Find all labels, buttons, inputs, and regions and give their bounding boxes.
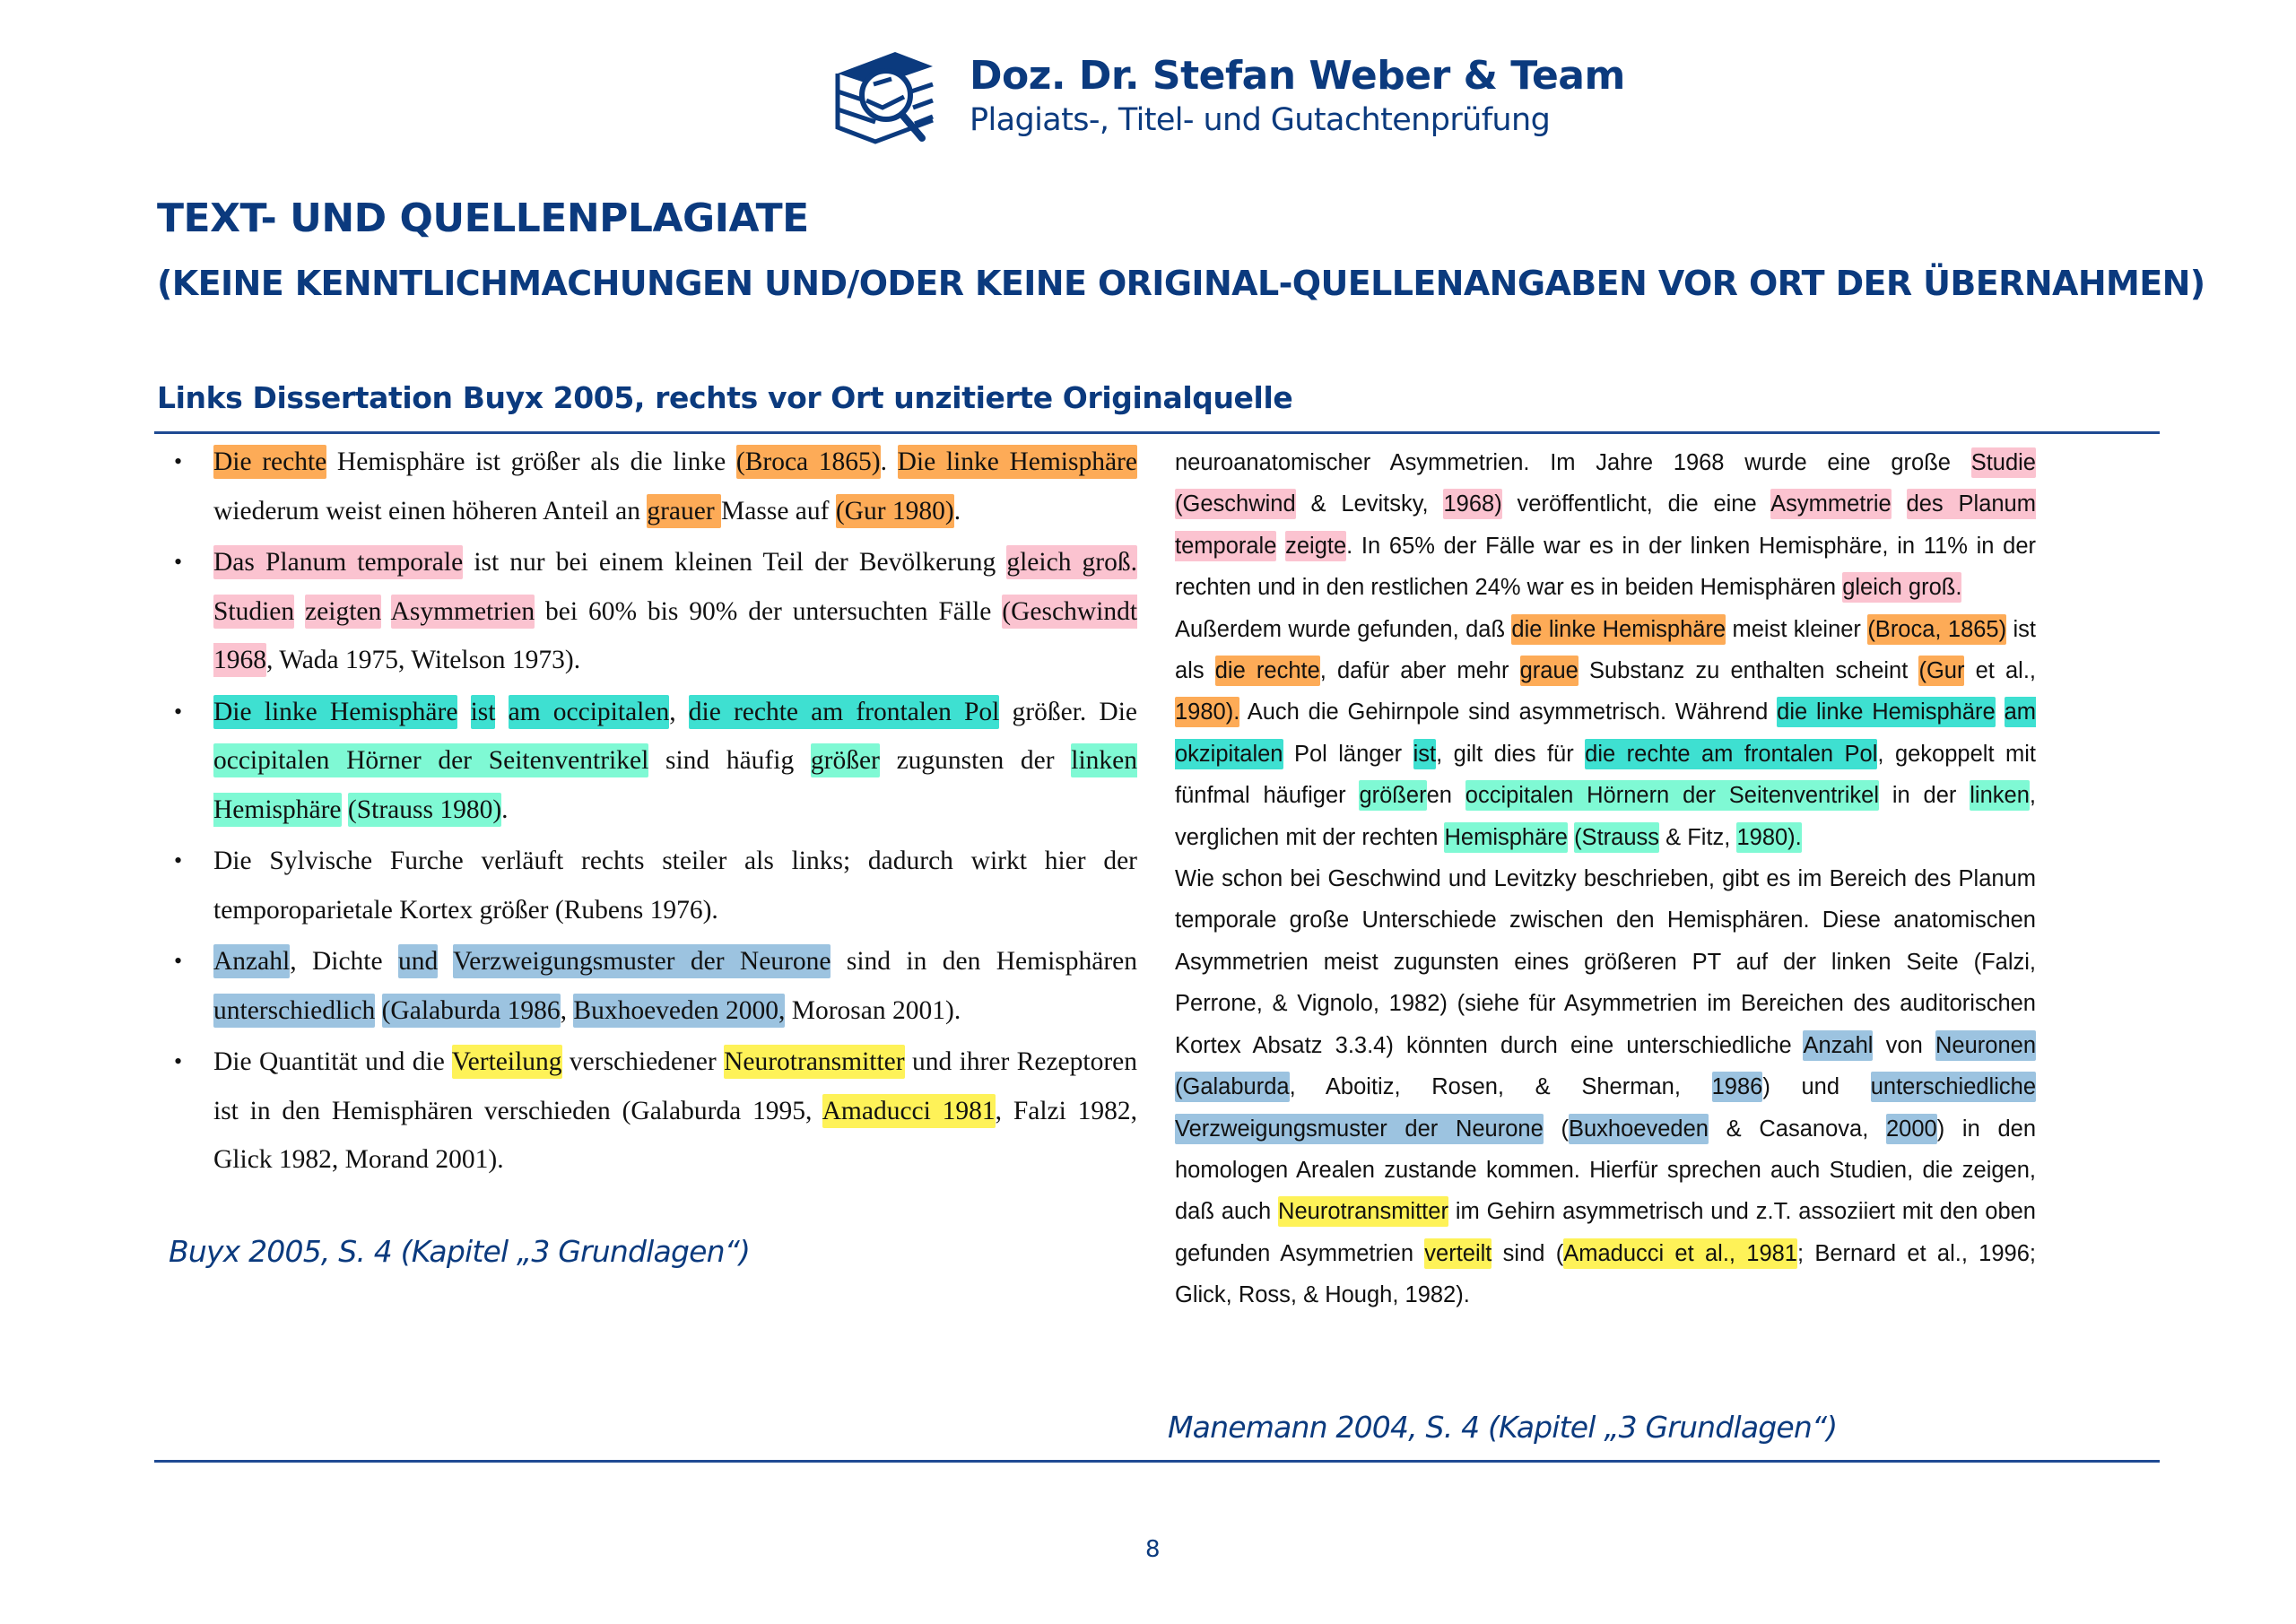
- left-column-dissertation: [169, 438, 1137, 1187]
- highlight-orange: (Broca, 1865): [1867, 614, 2006, 645]
- highlight-yellow: Amaducci 1981: [822, 1094, 996, 1128]
- page-subtitle: (KEINE KENNTLICHMACHUNGEN UND/ODER KEINE ORIGINAL-QUELLENANGABEN VOR ORT DER ÜBERNAHMEN): [157, 264, 2205, 303]
- list-item: [169, 1038, 1137, 1185]
- text-segment: ist als: [1175, 616, 2036, 684]
- highlight-orange: (Broca 1865): [736, 445, 881, 479]
- text-segment: , dafür aber mehr: [1319, 658, 1520, 684]
- highlight-orange: Die linke Hemisphäre: [898, 445, 1137, 479]
- highlight-teal: Die linke Hemisphäre: [213, 695, 457, 729]
- highlight-mint: occipitalen Hörner der Seitenventrikel: [213, 743, 648, 777]
- text-segment: , Aboitiz, Rosen, & Sherman,: [1289, 1074, 1712, 1100]
- highlight-orange: Die rechte: [213, 445, 326, 479]
- right-column-original-source: [1175, 442, 2036, 1316]
- highlight-teal: ist: [471, 695, 496, 729]
- highlight-yellow: Neurotransmitter: [724, 1045, 905, 1079]
- highlight-blue: Anzahl: [1803, 1030, 1873, 1061]
- highlight-pink: Studie: [1971, 447, 2036, 478]
- text-segment: .: [501, 795, 509, 824]
- text-segment: & Fitz,: [1659, 824, 1737, 850]
- logo-title: Doz. Dr. Stefan Weber & Team: [970, 52, 1625, 99]
- divider-bottom: [154, 1460, 2160, 1463]
- highlight-orange: grauer: [647, 494, 721, 528]
- text-segment: [1996, 699, 2005, 725]
- highlight-blue: Buxhoeveden: [1569, 1114, 1709, 1144]
- text-segment: [294, 597, 305, 626]
- highlight-pink: gleich groß.: [1006, 545, 1137, 579]
- text-segment: [495, 698, 508, 726]
- highlight-blue: 2000: [1886, 1114, 1937, 1144]
- highlight-orange: die linke Hemisphäre: [1511, 614, 1726, 645]
- highlight-pink: zeigte: [1285, 531, 1346, 561]
- text-segment: [342, 795, 348, 824]
- text-segment: Außerdem wurde gefunden, daß: [1175, 616, 1512, 642]
- highlight-teal: am occipitalen: [509, 695, 670, 729]
- highlight-mint: Hemisphäre: [1444, 822, 1567, 853]
- text-segment: sind in den Hemisphären: [831, 947, 1138, 976]
- highlight-yellow: Verteilung: [452, 1045, 562, 1079]
- highlight-mint: 1980).: [1736, 822, 1801, 853]
- text-segment: größer. Die: [999, 697, 1137, 726]
- highlight-orange: 1980).: [1175, 697, 1239, 727]
- text-segment: Die Sylvische Furche verläuft rechts steiler als links; dadurch wirkt hier der temporoparietale Kortex größer (Rubens 1976).: [213, 847, 1137, 925]
- bullet-icon: •: [174, 1048, 183, 1074]
- comparison-heading: Links Dissertation Buyx 2005, rechts vor Ort unzitierte Originalquelle: [157, 380, 1293, 415]
- highlight-blue: 1986: [1712, 1072, 1763, 1102]
- text-segment: Auch die Gehirnpole sind asymmetrisch. Während: [1239, 699, 1778, 725]
- text-segment: neuroanatomischer Asymmetrien. Im Jahre 1968 wurde eine große: [1175, 450, 1971, 475]
- text-segment: , gekoppelt mit fünfmal häufiger: [1175, 741, 2036, 809]
- text-segment: & Casanova,: [1708, 1116, 1886, 1142]
- text-segment: & Levitsky,: [1295, 491, 1444, 517]
- highlight-blue: Verzweigungsmuster der Neurone: [453, 944, 831, 978]
- highlight-blue: (Galaburda 1986: [382, 994, 561, 1028]
- text-segment: , gilt dies für: [1436, 741, 1586, 767]
- highlight-mint: größer: [811, 743, 880, 777]
- highlight-orange: (Gur 1980): [836, 494, 954, 528]
- text-segment: sind (: [1492, 1240, 1564, 1266]
- text-segment: ,: [669, 697, 689, 726]
- bullet-list: [169, 438, 1137, 1185]
- list-item: [169, 688, 1137, 835]
- text-segment: Morosan 2001).: [785, 995, 961, 1025]
- highlight-pink: (Geschwindt 1968: [213, 595, 1137, 678]
- highlight-blue: Verzweigungsmuster der Neurone: [1175, 1114, 1544, 1144]
- bullet-icon: •: [174, 698, 183, 725]
- text-segment: wiederum weist einen höheren Anteil an: [213, 496, 648, 525]
- text-segment: ) in den homologen Arealen zustande kommen. Hierfür sprechen auch Studien, die zeigen, daß auch: [1175, 1116, 2037, 1225]
- highlight-blue: und: [398, 944, 438, 978]
- bullet-icon: •: [174, 549, 183, 575]
- bullet-icon: •: [174, 948, 183, 974]
- text-segment: , Falzi 1982, Glick 1982, Morand 2001).: [213, 1096, 1137, 1174]
- highlight-mint: (Strauss 1980): [348, 793, 501, 827]
- highlight-pink: 1968): [1443, 489, 1501, 519]
- highlight-teal: die rechte am frontalen Pol: [1585, 739, 1877, 769]
- highlight-blue: (Galaburda: [1175, 1072, 1290, 1102]
- text-segment: . In 65% der Fälle war es in der linken Hemisphäre, in 11% in der rechten und in den restlichen 24% war es in beiden Hemisphären: [1175, 533, 2036, 601]
- text-segment: Substanz zu enthalten scheint: [1578, 658, 1919, 684]
- bullet-icon: •: [174, 448, 183, 474]
- highlight-pink: des Planum temporale: [1175, 489, 2036, 560]
- text-segment: [457, 698, 470, 726]
- text-segment: Hemisphäre ist größer als die linke: [326, 447, 736, 476]
- highlight-pink: Asymmetrien: [391, 595, 535, 629]
- divider-top: [154, 431, 2160, 434]
- highlight-orange: die rechte: [1215, 656, 1320, 686]
- text-segment: in der: [1879, 783, 1970, 809]
- logo-subtitle: Plagiats-, Titel- und Gutachtenprüfung: [970, 101, 1551, 138]
- bullet-icon: •: [174, 847, 183, 873]
- highlight-pink: zeigten: [305, 595, 381, 629]
- text-segment: Die Quantität und die: [213, 1047, 452, 1076]
- right-source-caption: Manemann 2004, S. 4 (Kapitel „3 Grundlagen“): [1168, 1410, 1838, 1445]
- highlight-mint: (Strauss: [1574, 822, 1659, 853]
- page-title: TEXT- UND QUELLENPLAGIATE: [157, 195, 809, 241]
- paragraph: [1175, 858, 2036, 1316]
- highlight-blue: unterschiedliche: [1871, 1072, 2036, 1102]
- highlight-teal: die rechte am frontalen Pol: [689, 695, 1000, 729]
- text-segment: .: [953, 496, 961, 525]
- text-segment: , verglichen mit der rechten: [1175, 783, 2036, 850]
- text-segment: zugunsten der: [879, 746, 1072, 775]
- highlight-yellow: Neurotransmitter: [1278, 1196, 1448, 1227]
- highlight-teal: die linke Hemisphäre: [1777, 697, 1996, 727]
- highlight-yellow: Amaducci et al., 1981: [1563, 1238, 1797, 1269]
- list-item: [169, 438, 1137, 535]
- highlight-orange: graue: [1520, 656, 1578, 686]
- highlight-orange: (Gur: [1918, 656, 1964, 686]
- list-item: [169, 538, 1137, 685]
- text-segment: sind häufig: [648, 746, 811, 775]
- highlight-blue: Buxhoeveden 2000,: [573, 994, 785, 1028]
- text-segment: [381, 597, 390, 626]
- text-segment: [375, 996, 381, 1025]
- highlight-teal: am okzipitalen: [1175, 697, 2036, 769]
- highlight-blue: Anzahl: [213, 944, 290, 978]
- text-segment: meist kleiner: [1726, 616, 1868, 642]
- text-segment: , Dichte: [290, 947, 398, 976]
- text-segment: [1892, 491, 1907, 517]
- highlight-mint: größer: [1359, 780, 1426, 811]
- paragraph: [1175, 609, 2036, 858]
- highlight-yellow: verteilt: [1424, 1238, 1492, 1269]
- highlight-pink: (Geschwind: [1175, 489, 1296, 519]
- text-segment: [438, 947, 453, 976]
- text-segment: veröffentlicht, die eine: [1501, 491, 1771, 517]
- text-segment: [1568, 825, 1574, 850]
- highlight-blue: Neuronen: [1935, 1030, 2036, 1061]
- highlight-teal: ist: [1413, 739, 1437, 769]
- text-segment: ist nur bei einem kleinen Teil der Bevölkerung: [463, 548, 1007, 577]
- text-segment: im Gehirn asymmetrisch und z.T. assoziiert mit den oben gefunden Asymmetrien: [1175, 1199, 2036, 1266]
- list-item: [169, 937, 1137, 1035]
- text-segment: , Wada 1975, Witelson 1973).: [266, 646, 581, 674]
- highlight-blue: unterschiedlich: [213, 994, 375, 1028]
- left-source-caption: Buyx 2005, S. 4 (Kapitel „3 Grundlagen“): [169, 1234, 751, 1269]
- text-segment: Pol länger: [1283, 741, 1413, 767]
- logo: [832, 45, 1625, 148]
- text-segment: et al.,: [1964, 658, 2036, 684]
- text-segment: Wie schon bei Geschwind und Levitzky beschrieben, gibt es im Bereich des Planum temporale große Unterschiede zwischen den Hemisphären. Diese anatomischen Asymmetrien meist zugunsten eines größeren PT auf der linken Seite (Falzi, Perrone, & Vignolo, 1982) (siehe für Asymmetrien im Bereichen des auditorischen Kortex Absatz 3.3.4) könnten durch eine unterschiedliche: [1175, 866, 2036, 1058]
- text-segment: von: [1873, 1032, 1935, 1058]
- highlight-pink: Das Planum temporale: [213, 545, 463, 579]
- text-segment: Masse auf: [721, 496, 836, 525]
- text-segment: bei 60% bis 90% der untersuchten Fälle: [535, 596, 1003, 626]
- page-number: 8: [1145, 1536, 1161, 1563]
- highlight-mint: linken Hemisphäre: [213, 743, 1137, 827]
- text-segment: .: [880, 447, 898, 476]
- highlight-pink: gleich groß.: [1842, 572, 1961, 603]
- text-segment: ; Bernard et al., 1996; Glick, Ross, & Hough, 1982).: [1175, 1240, 2036, 1308]
- highlight-pink: Studien: [213, 595, 294, 629]
- text-segment: [1276, 534, 1285, 559]
- text-segment: en: [1426, 783, 1465, 809]
- highlight-mint: occipitalen Hörnern der Seitenventrikel: [1465, 780, 1879, 811]
- list-item: [169, 837, 1137, 934]
- paragraph: [1175, 442, 2036, 609]
- highlight-mint: linken: [1970, 780, 2030, 811]
- text-segment: und ihrer Rezeptoren ist in den Hemisphären verschieden (Galaburda 1995,: [213, 1047, 1137, 1125]
- text-segment: (: [1543, 1116, 1569, 1142]
- text-segment: ) und: [1762, 1074, 1871, 1100]
- text-segment: ,: [560, 995, 574, 1025]
- book-magnifier-icon: [832, 45, 944, 148]
- highlight-pink: Asymmetrie: [1770, 489, 1892, 519]
- text-segment: verschiedener: [561, 1047, 725, 1076]
